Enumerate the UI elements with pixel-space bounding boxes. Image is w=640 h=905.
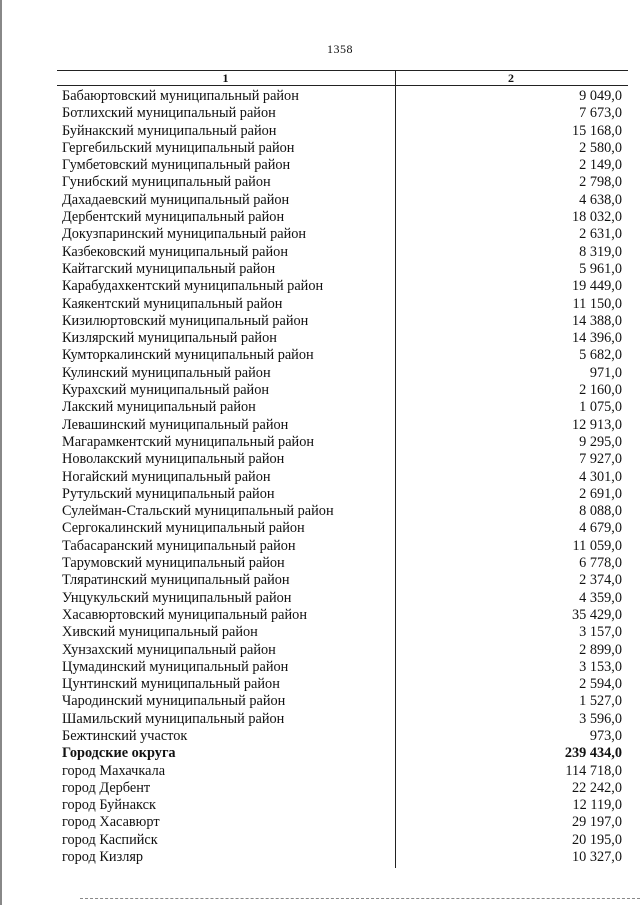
row-name: Каякентский муниципальный район xyxy=(62,295,283,312)
table-row xyxy=(62,486,622,503)
row-value: 12 119,0 xyxy=(572,797,622,814)
table-row xyxy=(62,140,622,157)
row-name: Кизилюртовский муниципальный район xyxy=(62,312,309,329)
row-value: 971,0 xyxy=(589,364,622,381)
table-body xyxy=(62,88,622,866)
row-value: 11 059,0 xyxy=(572,537,622,554)
row-name: Цунтинский муниципальный район xyxy=(62,676,280,693)
row-name: Дербентский муниципальный район xyxy=(62,209,285,226)
table-row xyxy=(62,313,622,330)
row-name: Ногайский муниципальный район xyxy=(62,468,271,485)
row-value: 2 631,0 xyxy=(579,226,622,243)
table-row xyxy=(62,434,622,451)
table-row xyxy=(62,226,622,243)
table-row xyxy=(62,676,622,693)
header-col-1: 1 xyxy=(222,71,229,85)
row-value: 5 682,0 xyxy=(579,347,622,364)
row-value: 9 295,0 xyxy=(579,433,622,450)
row-name: Тляратинский муниципальный район xyxy=(62,572,290,589)
header-col-2: 2 xyxy=(508,71,514,85)
row-name: Тарумовский муниципальный район xyxy=(62,555,285,572)
row-name: Сулейман-Стальский муниципальный район xyxy=(62,503,334,520)
table-row xyxy=(62,347,622,364)
table-row xyxy=(62,503,622,520)
table-row xyxy=(62,711,622,728)
row-value: 2 374,0 xyxy=(579,572,622,589)
table-row xyxy=(62,382,622,399)
row-name: Бабаюртовский муниципальный район xyxy=(62,88,299,104)
row-name: Хивский муниципальный район xyxy=(62,624,258,641)
row-name: город Кизляр xyxy=(62,849,144,866)
table-header xyxy=(57,70,628,86)
row-name: Ботлихский муниципальный район xyxy=(62,105,276,122)
row-name: Чародинский муниципальный район xyxy=(62,693,286,710)
table-row xyxy=(62,745,622,762)
table-row xyxy=(62,192,622,209)
row-value: 8 088,0 xyxy=(579,503,622,520)
table-row xyxy=(62,399,622,416)
table-row xyxy=(62,555,622,572)
table-row xyxy=(62,451,622,468)
row-value: 2 149,0 xyxy=(579,157,622,174)
row-name: Казбековский муниципальный район xyxy=(62,243,288,260)
row-value: 35 429,0 xyxy=(571,606,622,623)
row-value: 2 594,0 xyxy=(579,676,622,693)
row-value: 4 359,0 xyxy=(579,589,622,606)
row-value: 4 638,0 xyxy=(579,191,622,208)
table-row xyxy=(62,780,622,797)
row-name: город Буйнакск xyxy=(62,797,156,814)
row-value: 1 527,0 xyxy=(579,693,622,710)
row-value: 2 691,0 xyxy=(579,485,622,502)
row-name: Хунзахский муниципальный район xyxy=(62,641,276,658)
table-row xyxy=(62,365,622,382)
row-value: 4 679,0 xyxy=(579,520,622,537)
row-name: Карабудахкентский муниципальный район xyxy=(62,278,324,295)
row-value: 15 168,0 xyxy=(571,122,622,139)
row-name: город Махачкала xyxy=(62,762,166,779)
table-row xyxy=(62,590,622,607)
row-value: 6 778,0 xyxy=(579,555,622,572)
row-value: 1 075,0 xyxy=(579,399,622,416)
row-value: 2 160,0 xyxy=(579,382,622,399)
row-value: 114 718,0 xyxy=(565,762,622,779)
table-row xyxy=(62,278,622,295)
table-row xyxy=(62,849,622,866)
row-value: 2 899,0 xyxy=(579,641,622,658)
row-name: Гергебильский муниципальный район xyxy=(62,139,295,156)
row-value: 2 798,0 xyxy=(579,174,622,191)
row-value: 18 032,0 xyxy=(571,209,622,226)
row-name: Буйнакский муниципальный район xyxy=(62,122,277,139)
row-value: 20 195,0 xyxy=(571,831,622,848)
row-name: Кайтагский муниципальный район xyxy=(62,260,276,277)
row-value: 239 434,0 xyxy=(564,745,622,762)
row-value: 3 596,0 xyxy=(579,710,622,727)
table-row xyxy=(62,174,622,191)
row-name: Сергокалинский муниципальный район xyxy=(62,520,305,537)
row-name: Цумадинский муниципальный район xyxy=(62,658,289,675)
table-row xyxy=(62,693,622,710)
table-row xyxy=(62,814,622,831)
row-value: 973,0 xyxy=(589,727,622,744)
row-value: 3 157,0 xyxy=(579,624,622,641)
row-name: Унцукульский муниципальный район xyxy=(62,589,292,606)
row-name: город Каспийск xyxy=(62,831,158,848)
scan-left-edge xyxy=(0,0,2,905)
table-row xyxy=(62,261,622,278)
table-row xyxy=(62,123,622,140)
row-name: Левашинский муниципальный район xyxy=(62,416,289,433)
table-row xyxy=(62,624,622,641)
table-row xyxy=(62,157,622,174)
row-name: Бежтинский участок xyxy=(62,727,188,744)
row-value: 29 197,0 xyxy=(571,814,622,831)
row-name: Новолакский муниципальный район xyxy=(62,451,285,468)
row-value: 12 913,0 xyxy=(571,416,622,433)
table-row xyxy=(62,296,622,313)
table-row xyxy=(62,763,622,780)
table-row xyxy=(62,659,622,676)
header-row xyxy=(57,70,628,86)
table-row xyxy=(62,728,622,745)
row-name: Гумбетовский муниципальный район xyxy=(62,157,291,174)
row-name: Курахский муниципальный район xyxy=(62,382,270,399)
row-value: 11 150,0 xyxy=(572,295,622,312)
row-name: Лакский муниципальный район xyxy=(62,399,256,416)
row-value: 7 927,0 xyxy=(579,451,622,468)
table-row xyxy=(62,572,622,589)
table-row xyxy=(62,330,622,347)
row-name: Кумторкалинский муниципальный район xyxy=(62,347,314,364)
row-name: Магарамкентский муниципальный район xyxy=(62,433,314,450)
row-value: 7 673,0 xyxy=(579,105,622,122)
table-row xyxy=(62,105,622,122)
row-value: 14 388,0 xyxy=(571,312,622,329)
table-row xyxy=(62,832,622,849)
row-name: Рутульский муниципальный район xyxy=(62,485,275,502)
table-row xyxy=(62,538,622,555)
row-value: 4 301,0 xyxy=(579,468,622,485)
row-name: город Дербент xyxy=(62,779,151,796)
row-name: город Хасавюрт xyxy=(62,814,160,831)
row-value: 10 327,0 xyxy=(571,849,622,866)
table-row xyxy=(62,607,622,624)
table-row xyxy=(62,520,622,537)
table-row xyxy=(62,417,622,434)
row-name: Городские округа xyxy=(62,745,176,762)
row-value: 5 961,0 xyxy=(579,260,622,277)
row-name: Дахадаевский муниципальный район xyxy=(62,191,290,208)
row-value: 3 153,0 xyxy=(579,658,622,675)
row-name: Табасаранский муниципальный район xyxy=(62,537,296,554)
scan-bottom-edge xyxy=(80,898,640,899)
row-value: 8 319,0 xyxy=(579,243,622,260)
row-value: 22 242,0 xyxy=(571,779,622,796)
row-name: Докузпаринский муниципальный район xyxy=(62,226,307,243)
row-value: 19 449,0 xyxy=(571,278,622,295)
table-row xyxy=(62,642,622,659)
row-name: Кизлярский муниципальный район xyxy=(62,330,277,347)
row-name: Гунибский муниципальный район xyxy=(62,174,271,191)
row-name: Кулинский муниципальный район xyxy=(62,364,271,381)
table-row xyxy=(62,244,622,261)
page-number: 1358 xyxy=(327,42,353,56)
row-name: Хасавюртовский муниципальный район xyxy=(62,606,307,623)
row-value: 9 049,0 xyxy=(579,88,622,104)
table-row xyxy=(62,209,622,226)
row-value: 2 580,0 xyxy=(579,139,622,156)
table-row xyxy=(62,88,622,105)
table-row xyxy=(62,469,622,486)
row-value: 14 396,0 xyxy=(571,330,622,347)
table-row xyxy=(62,797,622,814)
row-name: Шамильский муниципальный район xyxy=(62,710,285,727)
